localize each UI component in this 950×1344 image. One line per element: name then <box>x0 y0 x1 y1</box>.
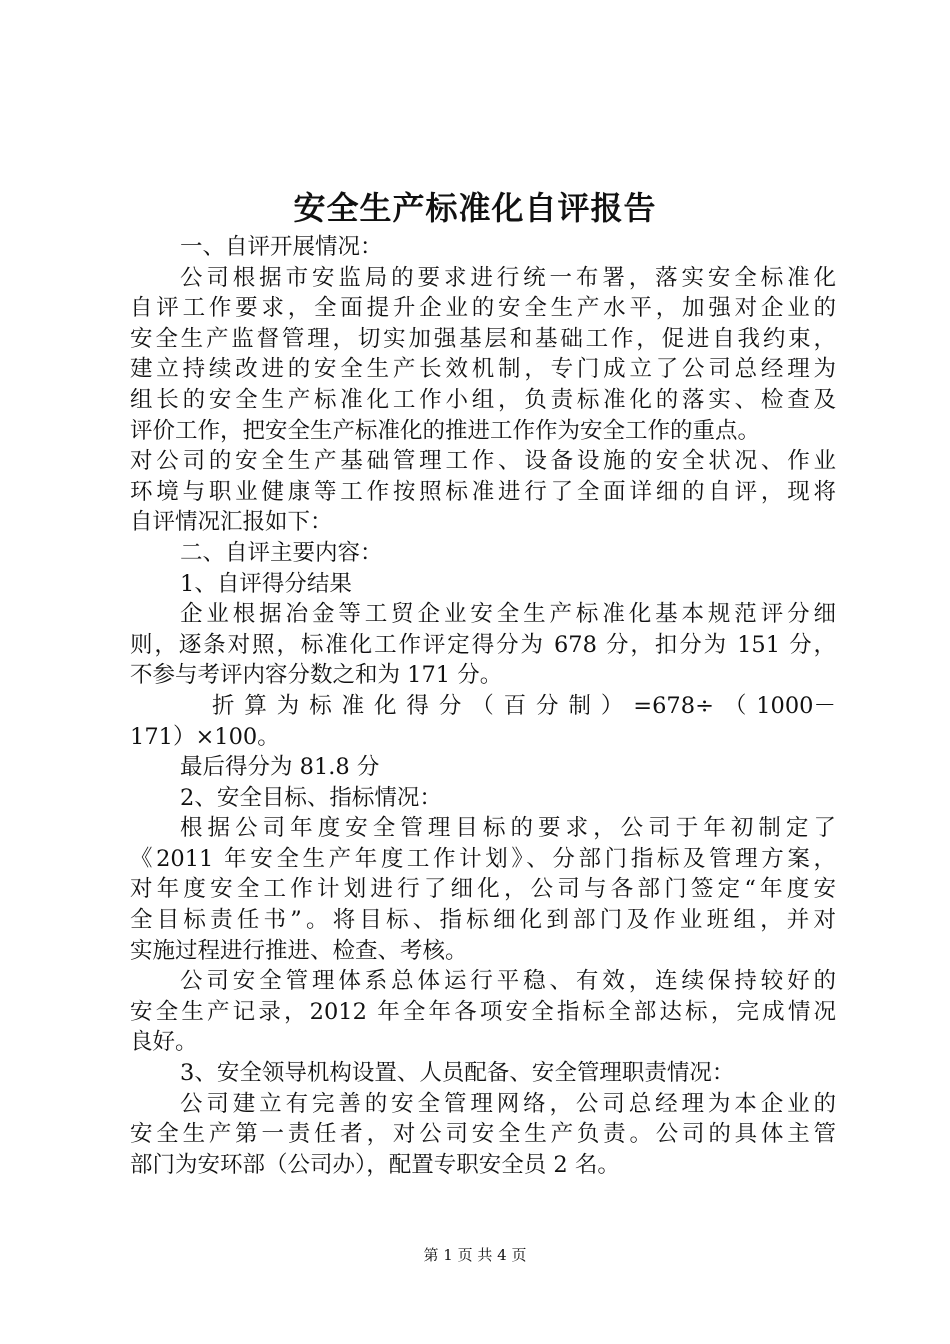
formula-line: 171）×100。 <box>130 723 280 750</box>
subsection-heading-3: 3、安全领导机构设置、人员配备、安全管理职责情况： <box>180 1060 735 1087</box>
paragraph-line: 实施过程进行推进、检查、考核。 <box>130 937 468 964</box>
paragraph-line: 自评工作要求，全面提升企业的安全生产水平，加强对企业的 <box>130 295 836 322</box>
paragraph-line: 评价工作，把安全生产标准化的推进工作作为安全工作的重点。 <box>130 417 761 444</box>
final-score-line: 最后得分为 81.8 分 <box>180 754 380 781</box>
paragraph-line: 不参与考评内容分数之和为 171 分。 <box>130 662 503 689</box>
paragraph-line: 安全生产记录，2012 年全年各项安全指标全部达标，完成情况 <box>130 998 836 1025</box>
formula-line: 折算为标准化得分（百分制）=678÷（1000－ <box>212 692 836 719</box>
paragraph-line: 自评情况汇报如下： <box>130 509 333 536</box>
paragraph-line: 建立持续改进的安全生产长效机制，专门成立了公司总经理为 <box>130 356 836 383</box>
paragraph-line: 根据公司年度安全管理目标的要求，公司于年初制定了 <box>180 815 836 842</box>
paragraph-line: 公司根据市安监局的要求进行统一布署，落实安全标准化 <box>180 264 836 291</box>
document-body <box>130 232 836 1180</box>
subsection-heading-2: 2、安全目标、指标情况： <box>180 784 442 811</box>
paragraph-line: 《2011 年安全生产年度工作计划》、分部门指标及管理方案， <box>130 845 836 872</box>
paragraph-line: 对公司的安全生产基础管理工作、设备设施的安全状况、作业 <box>130 448 836 475</box>
document-title: 安全生产标准化自评报告 <box>293 189 657 227</box>
subsection-heading-1: 1、自评得分结果 <box>180 570 352 597</box>
section-heading-1: 一、自评开展情况： <box>180 234 383 260</box>
paragraph-line: 安全生产监督管理，切实加强基层和基础工作，促进自我约束， <box>130 325 836 352</box>
paragraph-line: 环境与职业健康等工作按照标准进行了全面详细的自评，现将 <box>130 478 836 505</box>
paragraph-line: 组长的安全生产标准化工作小组，负责标准化的落实、检查及 <box>130 386 836 413</box>
paragraph-line: 全目标责任书”。将目标、指标细化到部门及作业班组，并对 <box>130 907 836 934</box>
paragraph-line: 安全生产第一责任者，对公司安全生产负责。公司的具体主管 <box>130 1121 836 1148</box>
paragraph-line: 公司建立有完善的安全管理网络，公司总经理为本企业的 <box>180 1090 836 1117</box>
paragraph-line: 良好。 <box>130 1029 198 1056</box>
section-heading-2: 二、自评主要内容： <box>180 539 383 566</box>
paragraph-line: 企业根据冶金等工贸企业安全生产标准化基本规范评分细 <box>180 601 836 628</box>
paragraph-line: 则，逐条对照，标准化工作评定得分为 678 分，扣分为 151 分， <box>130 631 836 658</box>
paragraph-line: 公司安全管理体系总体运行平稳、有效，连续保持较好的 <box>180 968 836 995</box>
page-number-footer: 第 1 页 共 4 页 <box>423 1246 527 1264</box>
paragraph-line: 对年度安全工作计划进行了细化，公司与各部门签定“年度安 <box>130 876 836 903</box>
paragraph-line: 部门为安环部（公司办），配置专职安全员 2 名。 <box>130 1151 620 1178</box>
